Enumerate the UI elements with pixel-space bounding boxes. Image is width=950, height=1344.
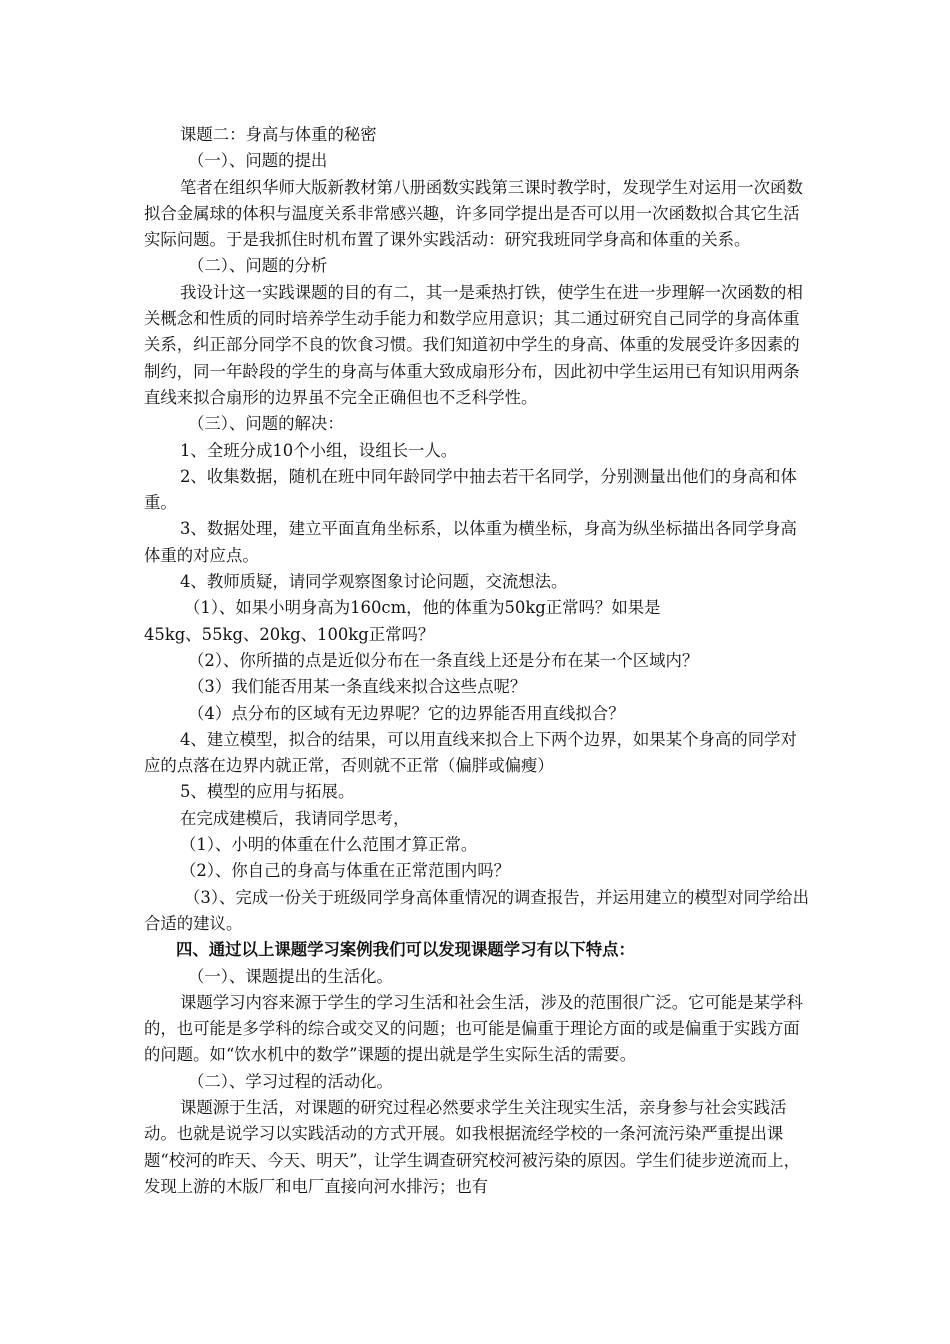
step-item-4: 4、教师质疑，请同学观察图象讨论问题，交流想法。 (180, 572, 568, 592)
step-item-2: 2、收集数据，随机在班中同年龄同学中抽去若干名同学，分别测量出他们的身高和体重。 (144, 466, 797, 513)
question-2: （2）、你所描的点是近似分布在一条直线上还是分布在某一个区域内？ (188, 650, 699, 670)
topic-title: 课题二：身高与体重的秘密 (180, 125, 377, 144)
think-item-3: （3）、完成一份关于班级同学身高体重情况的调查报告，并运用建立的模型对同学给出合适的建议。 (144, 887, 810, 933)
feature-heading-1: （一）、课题提出的生活化。 (188, 966, 393, 986)
step-item-5: 5、模型的应用与拓展。 (180, 782, 355, 802)
document-page (144, 122, 810, 1200)
question-3: （3）我们能否用某一条直线来拟合这些点呢？ (188, 677, 527, 697)
question-4: （4）点分布的区域有无边界呢？它的边界能否用直线拟合？ (188, 703, 625, 723)
paragraph-feature-2: 课题源于生活，对课题的研究过程必然要求学生关注现实生活，亲身参与社会实践活动。也就是说学习以实践活动的方式开展。如我根据流经学校的一条河流污染严重提出课题“校河的昨天、今天、明天”，让学生调查研究校河被污染的原因。学生们徒步逆流而上，发现上游的木版厂和电厂直接向河水排污；也有 (144, 1097, 800, 1196)
question-1-line-2: 45kg、55kg、20kg、100kg正常吗？ (144, 624, 435, 644)
step-item-3: 3、数据处理，建立平面直角坐标系，以体重为横坐标，身高为纵坐标描出各同学身高体重的对应点。 (144, 519, 797, 565)
think-item-1: （1）、小明的体重在什么范围才算正常。 (180, 835, 478, 855)
step-5-intro: 在完成建模后，我请同学思考， (180, 808, 410, 828)
paragraph-problem-analysis: 我设计这一实践课题的目的有二，其一是乘热打铁，使学生在进一步理解一次函数的相关概念和性质的同时培养学生动手能力和数学应用意识；其二通过研究自己同学的身高体重关系，纠正部分同学不良的饮食习惯。我们知道初中学生的身高、体重的发展受许多因素的制约，同一年龄段的学生的身高与体重大致成扇形分布，因此初中学生运用已有知识用两条直线来拟合扇形的边界虽不完全正确但也不乏科学性。 (144, 282, 803, 407)
question-1-line-1: （1）、如果小明身高为160cm，他的体重为50kg正常吗？如果是 (184, 598, 661, 618)
step-item-1: 1、全班分成10个小组，设组长一人。 (180, 440, 458, 460)
step-item-4b: 4、建立模型，拟合的结果，可以用直线来拟合上下两个边界，如果某个身高的同学对应的点落在边界内就正常，否则就不正常（偏胖或偏瘦） (144, 729, 797, 776)
part-four-heading: 四、通过以上课题学习案例我们可以发现课题学习有以下特点： (176, 940, 635, 960)
section-heading-1: （一）、问题的提出 (188, 151, 328, 171)
paragraph-problem-raised: 笔者在组织华师大版新教材第八册函数实践第三课时教学时，发现学生对运用一次函数拟合金属球的体积与温度关系非常感兴趣，许多同学提出是否可以用一次函数拟合其它生活实际问题。于是我抓住时机布置了课外实践活动：研究我班同学身高和体重的关系。 (144, 177, 803, 250)
think-item-2: （2）、你自己的身高与体重在正常范围内吗？ (180, 861, 511, 881)
paragraph-feature-1: 课题学习内容来源于学生的学习生活和社会生活，涉及的范围很广泛。它可能是某学科的，也可能是多学科的综合或交叉的问题；也可能是偏重于理论方面的或是偏重于实践方面的问题。如“饮水机中的数学”课题的提出就是学生实际生活的需要。 (144, 992, 803, 1065)
feature-heading-2: （二）、学习过程的活动化。 (188, 1071, 393, 1091)
section-heading-3: （三）、问题的解决： (188, 414, 344, 434)
section-heading-2: （二）、问题的分析 (188, 256, 328, 276)
